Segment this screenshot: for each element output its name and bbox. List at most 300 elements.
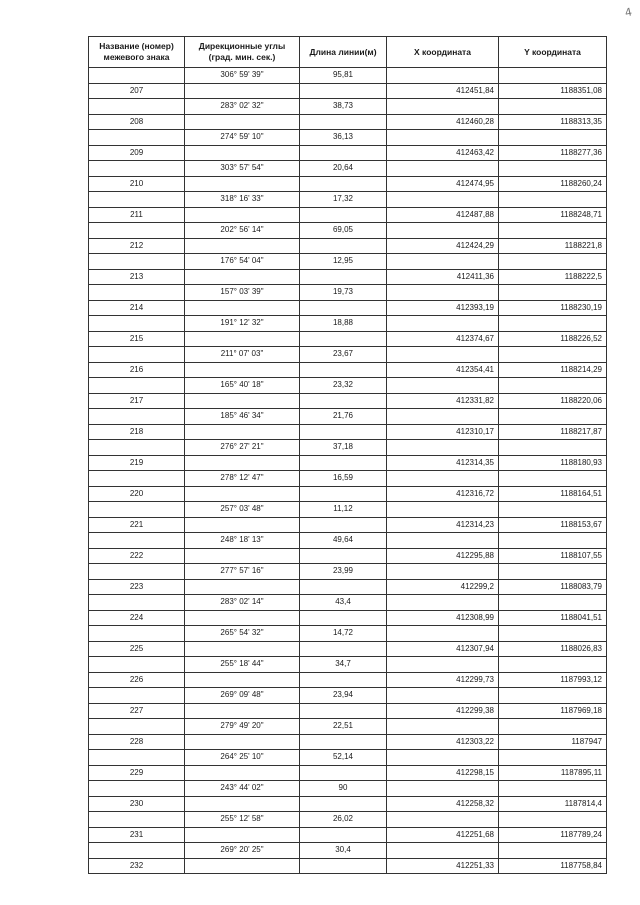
line-length-empty-cell [300,424,387,440]
point-row [89,238,607,254]
y-coordinate-empty-cell [499,812,607,828]
x-coordinate-empty-cell [387,68,499,84]
x-coordinate-empty-cell [387,285,499,301]
segment-row [89,347,607,363]
point-row [89,393,607,409]
y-coordinate-cell: 1188153,67 [499,517,607,533]
direction-angle-empty-cell [185,145,300,161]
header-line-length: Длина линии(м) [300,37,387,68]
point-name-empty-cell [89,409,185,425]
point-row [89,455,607,471]
line-length-cell: 17,32 [300,192,387,208]
point-name-empty-cell [89,781,185,797]
x-coordinate-empty-cell [387,626,499,642]
direction-angle-cell: 165° 40' 18" [185,378,300,394]
x-coordinate-empty-cell [387,502,499,518]
point-name-cell: 216 [89,362,185,378]
direction-angle-cell: 211° 07' 03" [185,347,300,363]
x-coordinate-cell: 412308,99 [387,610,499,626]
segment-row [89,409,607,425]
line-length-empty-cell [300,703,387,719]
page-corner-mark: 4 [623,5,634,20]
point-name-cell: 211 [89,207,185,223]
y-coordinate-empty-cell [499,254,607,270]
point-name-cell: 208 [89,114,185,130]
x-coordinate-cell: 412460,28 [387,114,499,130]
direction-angle-cell: 264° 25' 10" [185,750,300,766]
y-coordinate-cell: 1188248,71 [499,207,607,223]
direction-angle-empty-cell [185,269,300,285]
segment-row [89,502,607,518]
x-coordinate-empty-cell [387,812,499,828]
direction-angle-cell: 157° 03' 39" [185,285,300,301]
y-coordinate-empty-cell [499,471,607,487]
y-coordinate-cell: 1188217,87 [499,424,607,440]
y-coordinate-cell: 1187947 [499,734,607,750]
x-coordinate-cell: 412474,95 [387,176,499,192]
point-row [89,858,607,874]
y-coordinate-cell: 1188260,24 [499,176,607,192]
y-coordinate-empty-cell [499,626,607,642]
segment-row [89,130,607,146]
line-length-cell: 26,02 [300,812,387,828]
x-coordinate-cell: 412258,32 [387,796,499,812]
line-length-cell: 69,05 [300,223,387,239]
direction-angle-cell: 306° 59' 39" [185,68,300,84]
point-name-empty-cell [89,161,185,177]
segment-row [89,471,607,487]
x-coordinate-cell: 412310,17 [387,424,499,440]
line-length-empty-cell [300,734,387,750]
direction-angle-empty-cell [185,548,300,564]
direction-angle-empty-cell [185,300,300,316]
point-name-empty-cell [89,254,185,270]
segment-row [89,223,607,239]
point-row [89,641,607,657]
x-coordinate-empty-cell [387,781,499,797]
point-name-cell: 220 [89,486,185,502]
point-name-cell: 227 [89,703,185,719]
point-row [89,176,607,192]
line-length-empty-cell [300,672,387,688]
point-name-empty-cell [89,316,185,332]
segment-row [89,533,607,549]
point-name-empty-cell [89,192,185,208]
y-coordinate-empty-cell [499,161,607,177]
line-length-empty-cell [300,362,387,378]
y-coordinate-cell: 1188180,93 [499,455,607,471]
segment-row [89,99,607,115]
segment-row [89,254,607,270]
line-length-empty-cell [300,300,387,316]
direction-angle-empty-cell [185,83,300,99]
line-length-empty-cell [300,796,387,812]
y-coordinate-cell: 1188313,35 [499,114,607,130]
x-coordinate-cell: 412463,42 [387,145,499,161]
line-length-cell: 38,73 [300,99,387,115]
point-row [89,424,607,440]
direction-angle-empty-cell [185,331,300,347]
point-name-cell: 223 [89,579,185,595]
line-length-empty-cell [300,114,387,130]
y-coordinate-empty-cell [499,68,607,84]
point-row [89,703,607,719]
line-length-cell: 95,81 [300,68,387,84]
line-length-cell: 23,32 [300,378,387,394]
header-x-coordinate: X координата [387,37,499,68]
direction-angle-empty-cell [185,517,300,533]
segment-row [89,378,607,394]
y-coordinate-cell: 1187814,4 [499,796,607,812]
y-coordinate-empty-cell [499,595,607,611]
point-name-empty-cell [89,130,185,146]
y-coordinate-cell: 1188220,06 [499,393,607,409]
point-row [89,610,607,626]
header-point-name: Название (номер) межевого знака [89,37,185,68]
direction-angle-cell: 185° 46' 34" [185,409,300,425]
segment-row [89,843,607,859]
point-name-cell: 225 [89,641,185,657]
segment-row [89,719,607,735]
x-coordinate-cell: 412374,67 [387,331,499,347]
point-name-cell: 228 [89,734,185,750]
line-length-empty-cell [300,548,387,564]
point-row [89,672,607,688]
x-coordinate-empty-cell [387,471,499,487]
x-coordinate-cell: 412295,88 [387,548,499,564]
point-row [89,765,607,781]
point-name-empty-cell [89,688,185,704]
y-coordinate-cell: 1187993,12 [499,672,607,688]
point-name-empty-cell [89,750,185,766]
y-coordinate-cell: 1188277,36 [499,145,607,161]
direction-angle-cell: 277° 57' 16" [185,564,300,580]
line-length-empty-cell [300,858,387,874]
y-coordinate-empty-cell [499,781,607,797]
point-row [89,207,607,223]
line-length-cell: 18,88 [300,316,387,332]
direction-angle-empty-cell [185,796,300,812]
x-coordinate-cell: 412487,88 [387,207,499,223]
x-coordinate-empty-cell [387,564,499,580]
direction-angle-empty-cell [185,703,300,719]
line-length-empty-cell [300,455,387,471]
direction-angle-cell: 191° 12' 32" [185,316,300,332]
x-coordinate-cell: 412298,15 [387,765,499,781]
y-coordinate-cell: 1188221,8 [499,238,607,254]
direction-angle-empty-cell [185,176,300,192]
y-coordinate-empty-cell [499,719,607,735]
point-name-cell: 222 [89,548,185,564]
table-header-row [89,37,607,68]
y-coordinate-empty-cell [499,378,607,394]
line-length-cell: 37,18 [300,440,387,456]
point-row [89,796,607,812]
line-length-empty-cell [300,176,387,192]
line-length-cell: 23,99 [300,564,387,580]
x-coordinate-empty-cell [387,409,499,425]
line-length-empty-cell [300,610,387,626]
line-length-cell: 52,14 [300,750,387,766]
x-coordinate-empty-cell [387,192,499,208]
point-row [89,548,607,564]
line-length-empty-cell [300,207,387,223]
direction-angle-cell: 265° 54' 32" [185,626,300,642]
x-coordinate-cell: 412331,82 [387,393,499,409]
x-coordinate-cell: 412314,23 [387,517,499,533]
y-coordinate-cell: 1188351,08 [499,83,607,99]
direction-angle-empty-cell [185,610,300,626]
y-coordinate-empty-cell [499,564,607,580]
line-length-cell: 19,73 [300,285,387,301]
point-name-cell: 213 [89,269,185,285]
line-length-cell: 34,7 [300,657,387,673]
point-name-cell: 214 [89,300,185,316]
point-name-cell: 210 [89,176,185,192]
point-name-empty-cell [89,533,185,549]
segment-row [89,595,607,611]
boundary-coordinates-table [88,36,607,874]
segment-row [89,781,607,797]
direction-angle-cell: 303° 57' 54" [185,161,300,177]
point-row [89,331,607,347]
x-coordinate-cell: 412299,38 [387,703,499,719]
line-length-empty-cell [300,393,387,409]
direction-angle-cell: 283° 02' 14" [185,595,300,611]
segment-row [89,161,607,177]
x-coordinate-cell: 412299,2 [387,579,499,595]
direction-angle-empty-cell [185,827,300,843]
point-row [89,827,607,843]
x-coordinate-cell: 412303,22 [387,734,499,750]
y-coordinate-empty-cell [499,347,607,363]
y-coordinate-empty-cell [499,533,607,549]
y-coordinate-empty-cell [499,99,607,115]
point-name-empty-cell [89,223,185,239]
point-name-cell: 224 [89,610,185,626]
direction-angle-cell: 202° 56' 14" [185,223,300,239]
direction-angle-cell: 255° 18' 44" [185,657,300,673]
point-name-empty-cell [89,626,185,642]
line-length-cell: 43,4 [300,595,387,611]
line-length-cell: 20,64 [300,161,387,177]
direction-angle-empty-cell [185,672,300,688]
point-name-cell: 226 [89,672,185,688]
x-coordinate-empty-cell [387,688,499,704]
line-length-cell: 12,95 [300,254,387,270]
direction-angle-cell: 257° 03' 48" [185,502,300,518]
direction-angle-empty-cell [185,238,300,254]
line-length-empty-cell [300,765,387,781]
point-name-empty-cell [89,812,185,828]
line-length-cell: 90 [300,781,387,797]
y-coordinate-cell: 1187969,18 [499,703,607,719]
point-name-empty-cell [89,471,185,487]
point-row [89,114,607,130]
y-coordinate-empty-cell [499,843,607,859]
segment-row [89,626,607,642]
point-row [89,145,607,161]
point-name-cell: 230 [89,796,185,812]
point-row [89,269,607,285]
point-row [89,83,607,99]
direction-angle-empty-cell [185,114,300,130]
line-length-empty-cell [300,827,387,843]
point-name-empty-cell [89,657,185,673]
y-coordinate-empty-cell [499,223,607,239]
line-length-empty-cell [300,579,387,595]
y-coordinate-empty-cell [499,285,607,301]
segment-row [89,192,607,208]
y-coordinate-empty-cell [499,316,607,332]
point-name-cell: 218 [89,424,185,440]
point-name-cell: 232 [89,858,185,874]
x-coordinate-empty-cell [387,99,499,115]
segment-row [89,688,607,704]
y-coordinate-empty-cell [499,440,607,456]
line-length-empty-cell [300,641,387,657]
x-coordinate-empty-cell [387,533,499,549]
x-coordinate-empty-cell [387,316,499,332]
table-body [89,68,607,874]
direction-angle-cell: 274° 59' 10" [185,130,300,146]
point-name-empty-cell [89,595,185,611]
point-row [89,362,607,378]
point-name-empty-cell [89,502,185,518]
y-coordinate-cell: 1187895,11 [499,765,607,781]
direction-angle-cell: 283° 02' 32" [185,99,300,115]
direction-angle-cell: 276° 27' 21" [185,440,300,456]
direction-angle-empty-cell [185,641,300,657]
point-name-empty-cell [89,440,185,456]
point-row [89,486,607,502]
x-coordinate-empty-cell [387,130,499,146]
direction-angle-empty-cell [185,858,300,874]
x-coordinate-cell: 412393,19 [387,300,499,316]
x-coordinate-empty-cell [387,161,499,177]
x-coordinate-empty-cell [387,843,499,859]
direction-angle-cell: 176° 54' 04" [185,254,300,270]
point-name-empty-cell [89,347,185,363]
segment-row [89,316,607,332]
point-name-empty-cell [89,285,185,301]
point-name-empty-cell [89,68,185,84]
point-row [89,300,607,316]
line-length-empty-cell [300,83,387,99]
point-name-cell: 219 [89,455,185,471]
point-name-cell: 215 [89,331,185,347]
line-length-empty-cell [300,145,387,161]
direction-angle-empty-cell [185,486,300,502]
point-row [89,734,607,750]
y-coordinate-cell: 1188214,29 [499,362,607,378]
y-coordinate-empty-cell [499,130,607,146]
direction-angle-empty-cell [185,362,300,378]
x-coordinate-cell: 412354,41 [387,362,499,378]
direction-angle-empty-cell [185,207,300,223]
segment-row [89,657,607,673]
y-coordinate-empty-cell [499,502,607,518]
x-coordinate-cell: 412251,33 [387,858,499,874]
line-length-cell: 22,51 [300,719,387,735]
y-coordinate-empty-cell [499,688,607,704]
line-length-empty-cell [300,238,387,254]
point-name-empty-cell [89,378,185,394]
y-coordinate-cell: 1187789,24 [499,827,607,843]
direction-angle-cell: 269° 20' 25" [185,843,300,859]
point-name-cell: 221 [89,517,185,533]
direction-angle-empty-cell [185,579,300,595]
segment-row [89,564,607,580]
y-coordinate-cell: 1188083,79 [499,579,607,595]
header-y-coordinate: Y координата [499,37,607,68]
direction-angle-cell: 243° 44' 02" [185,781,300,797]
x-coordinate-cell: 412411,36 [387,269,499,285]
x-coordinate-cell: 412314,35 [387,455,499,471]
x-coordinate-empty-cell [387,657,499,673]
point-name-empty-cell [89,843,185,859]
line-length-cell: 30,4 [300,843,387,859]
segment-row [89,750,607,766]
header-direction-angle: Дирекционные углы (град. мин. сек.) [185,37,300,68]
y-coordinate-cell: 1188222,5 [499,269,607,285]
line-length-empty-cell [300,331,387,347]
segment-row [89,68,607,84]
y-coordinate-empty-cell [499,657,607,673]
line-length-cell: 14,72 [300,626,387,642]
x-coordinate-empty-cell [387,223,499,239]
x-coordinate-cell: 412251,68 [387,827,499,843]
x-coordinate-cell: 412451,84 [387,83,499,99]
line-length-cell: 23,67 [300,347,387,363]
x-coordinate-cell: 412307,94 [387,641,499,657]
line-length-empty-cell [300,517,387,533]
line-length-cell: 21,76 [300,409,387,425]
direction-angle-cell: 269° 09' 48" [185,688,300,704]
point-name-cell: 217 [89,393,185,409]
line-length-cell: 36,13 [300,130,387,146]
point-row [89,517,607,533]
y-coordinate-empty-cell [499,192,607,208]
y-coordinate-cell: 1188164,51 [499,486,607,502]
x-coordinate-empty-cell [387,595,499,611]
y-coordinate-empty-cell [499,750,607,766]
x-coordinate-cell: 412424,29 [387,238,499,254]
segment-row [89,440,607,456]
point-name-cell: 229 [89,765,185,781]
y-coordinate-empty-cell [499,409,607,425]
x-coordinate-cell: 412316,72 [387,486,499,502]
line-length-empty-cell [300,486,387,502]
point-name-cell: 231 [89,827,185,843]
segment-row [89,285,607,301]
x-coordinate-empty-cell [387,719,499,735]
y-coordinate-cell: 1188026,83 [499,641,607,657]
line-length-cell: 49,64 [300,533,387,549]
x-coordinate-cell: 412299,73 [387,672,499,688]
y-coordinate-cell: 1187758,84 [499,858,607,874]
direction-angle-empty-cell [185,393,300,409]
direction-angle-empty-cell [185,455,300,471]
y-coordinate-cell: 1188041,51 [499,610,607,626]
x-coordinate-empty-cell [387,750,499,766]
point-name-cell: 209 [89,145,185,161]
point-name-cell: 212 [89,238,185,254]
direction-angle-empty-cell [185,765,300,781]
point-name-empty-cell [89,564,185,580]
x-coordinate-empty-cell [387,347,499,363]
direction-angle-empty-cell [185,424,300,440]
